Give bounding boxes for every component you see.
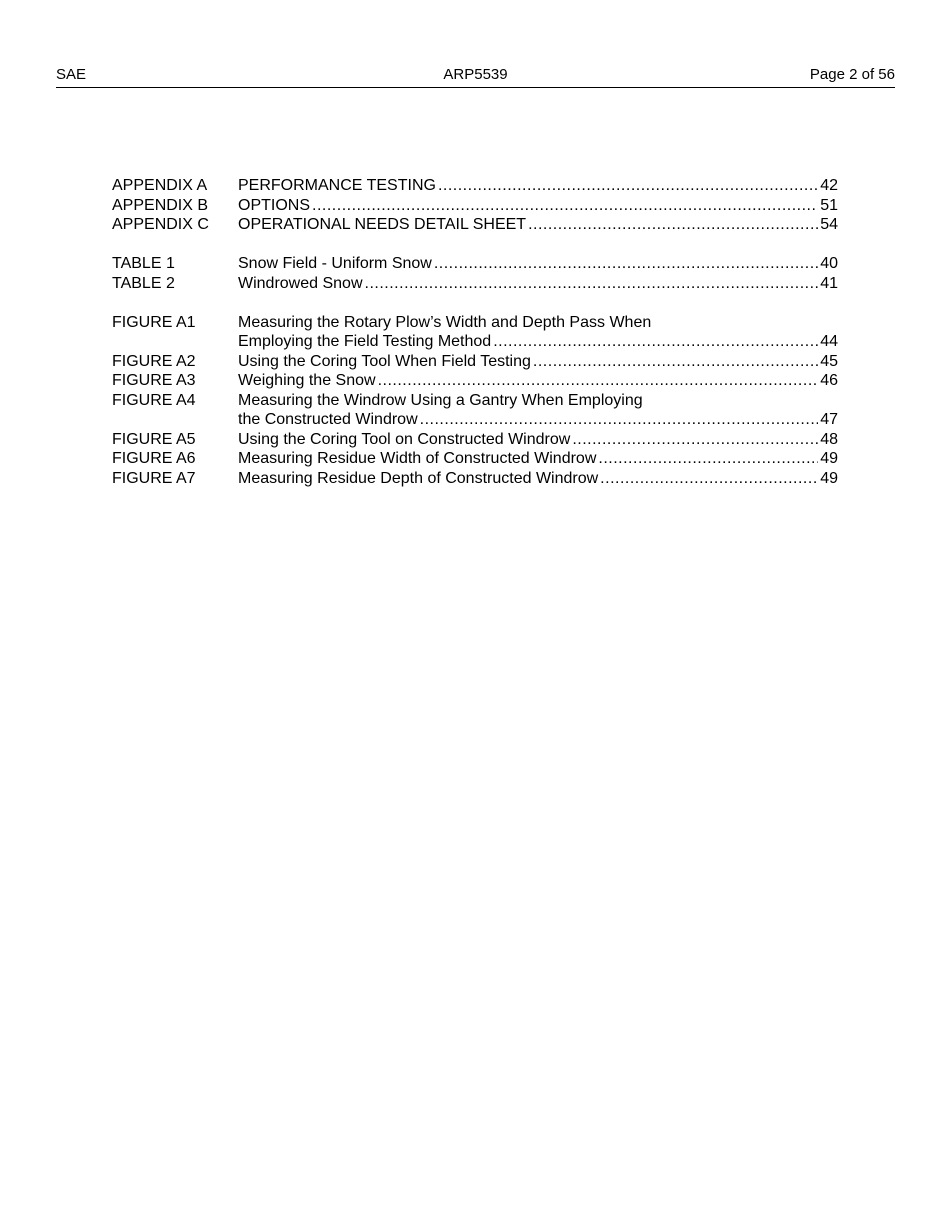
page-header [56, 66, 895, 88]
toc-entry-page-number: 47 [820, 411, 838, 428]
toc-dot-leader [312, 196, 818, 216]
toc-entry-label: TABLE 2 [112, 274, 175, 292]
header-organization: SAE [56, 66, 87, 83]
toc-entry-line [238, 274, 838, 294]
toc-entry-body [238, 430, 838, 450]
toc-entry-label: FIGURE A7 [112, 469, 196, 487]
toc-entry-body [238, 176, 838, 196]
toc-entry-line [238, 254, 838, 274]
toc-entry-label: APPENDIX B [112, 196, 209, 214]
toc-entry-title: OPERATIONAL NEEDS DETAIL SHEET [238, 216, 527, 233]
toc-entry[interactable] [112, 254, 838, 274]
toc-entry-label: APPENDIX C [112, 216, 209, 233]
toc-entry-line [238, 371, 838, 391]
table-of-contents [112, 176, 838, 508]
toc-entry-page-number: 41 [820, 274, 838, 292]
toc-entry-title: Employing the Field Testing Method [238, 333, 492, 350]
toc-entry-label: FIGURE A2 [112, 352, 196, 370]
toc-entry-body [238, 449, 838, 469]
toc-entry-body [238, 352, 838, 372]
toc-entry-line [238, 352, 838, 372]
toc-dot-leader [533, 352, 818, 372]
toc-entry[interactable] [112, 196, 838, 216]
toc-entry[interactable] [112, 176, 838, 196]
toc-entry[interactable] [112, 313, 838, 352]
toc-entry-label: TABLE 1 [112, 255, 175, 272]
toc-entry[interactable] [112, 449, 838, 469]
header-page-number: Page 2 of 56 [809, 66, 895, 83]
toc-entry[interactable] [112, 430, 838, 450]
toc-entry-line [238, 176, 838, 196]
toc-entry-title: Measuring Residue Width of Constructed Windrow [238, 450, 597, 467]
toc-entry-body [238, 469, 838, 489]
toc-entry-body [238, 215, 838, 235]
toc-entry-page-number: 48 [820, 430, 838, 448]
toc-dot-leader [528, 215, 818, 235]
toc-entry-title: Snow Field - Uniform Snow [238, 255, 432, 272]
toc-dot-leader [598, 449, 818, 469]
toc-entry-line [238, 196, 838, 216]
toc-entry-page-number: 44 [820, 333, 838, 350]
toc-dot-leader [434, 254, 818, 274]
toc-dot-leader [420, 410, 819, 430]
toc-entry-page-number: 46 [820, 372, 838, 389]
toc-entry-title-line1: Measuring the Rotary Plow’s Width and Depth Pass When [238, 313, 652, 331]
toc-entry-label: FIGURE A6 [112, 450, 196, 467]
toc-entry-body [238, 313, 838, 352]
toc-entry-page-number: 49 [820, 469, 838, 487]
toc-dot-leader [438, 176, 818, 196]
toc-dot-leader [365, 274, 819, 294]
toc-dot-leader [572, 430, 818, 450]
toc-entry-page-number: 40 [820, 255, 838, 272]
toc-entry[interactable] [112, 352, 838, 372]
toc-entry[interactable] [112, 371, 838, 391]
toc-entry-body [238, 196, 838, 216]
toc-entry-body [238, 254, 838, 274]
toc-entry-line [238, 410, 838, 430]
toc-entry-title: Weighing the Snow [238, 372, 376, 389]
toc-figures-group [112, 313, 838, 489]
toc-entry-page-number: 45 [820, 352, 838, 370]
toc-entry-line [238, 430, 838, 450]
toc-entry-title: Measuring Residue Depth of Constructed Windrow [238, 469, 599, 487]
toc-entry-label: FIGURE A1 [112, 313, 196, 331]
toc-entry-title-line1: Measuring the Windrow Using a Gantry When Employing [238, 391, 643, 409]
header-document-number: ARP5539 [443, 66, 508, 83]
toc-entry[interactable] [112, 215, 838, 235]
toc-dot-leader [378, 371, 819, 391]
toc-dot-leader [600, 469, 818, 489]
toc-entry-body [238, 391, 838, 430]
toc-entry-page-number: 49 [820, 450, 838, 467]
toc-entry-title: Windrowed Snow [238, 274, 363, 292]
toc-entry-body [238, 274, 838, 294]
toc-entry-title: Using the Coring Tool on Constructed Windrow [238, 430, 571, 448]
toc-entry-title: OPTIONS [238, 196, 311, 214]
toc-entry[interactable] [112, 469, 838, 489]
toc-entry-page-number: 54 [820, 216, 838, 233]
toc-entry-page-number: 42 [820, 177, 838, 194]
toc-entry-body [238, 371, 838, 391]
toc-entry-line [238, 215, 838, 235]
toc-entry[interactable] [112, 274, 838, 294]
toc-entry-title: the Constructed Windrow [238, 411, 418, 428]
toc-entry-line [238, 332, 838, 352]
toc-entry-line [238, 449, 838, 469]
toc-entry-label: APPENDIX A [112, 177, 208, 194]
toc-entry-label: FIGURE A3 [112, 372, 196, 389]
toc-entry-label: FIGURE A4 [112, 391, 196, 409]
toc-entry[interactable] [112, 391, 838, 430]
toc-appendices-group [112, 176, 838, 235]
toc-entry-label: FIGURE A5 [112, 430, 196, 448]
toc-entry-line [238, 469, 838, 489]
toc-entry-title: Using the Coring Tool When Field Testing [238, 352, 531, 370]
toc-dot-leader [493, 332, 818, 352]
toc-entry-title: PERFORMANCE TESTING [238, 177, 436, 194]
toc-tables-group [112, 254, 838, 293]
toc-entry-page-number: 51 [820, 196, 838, 214]
